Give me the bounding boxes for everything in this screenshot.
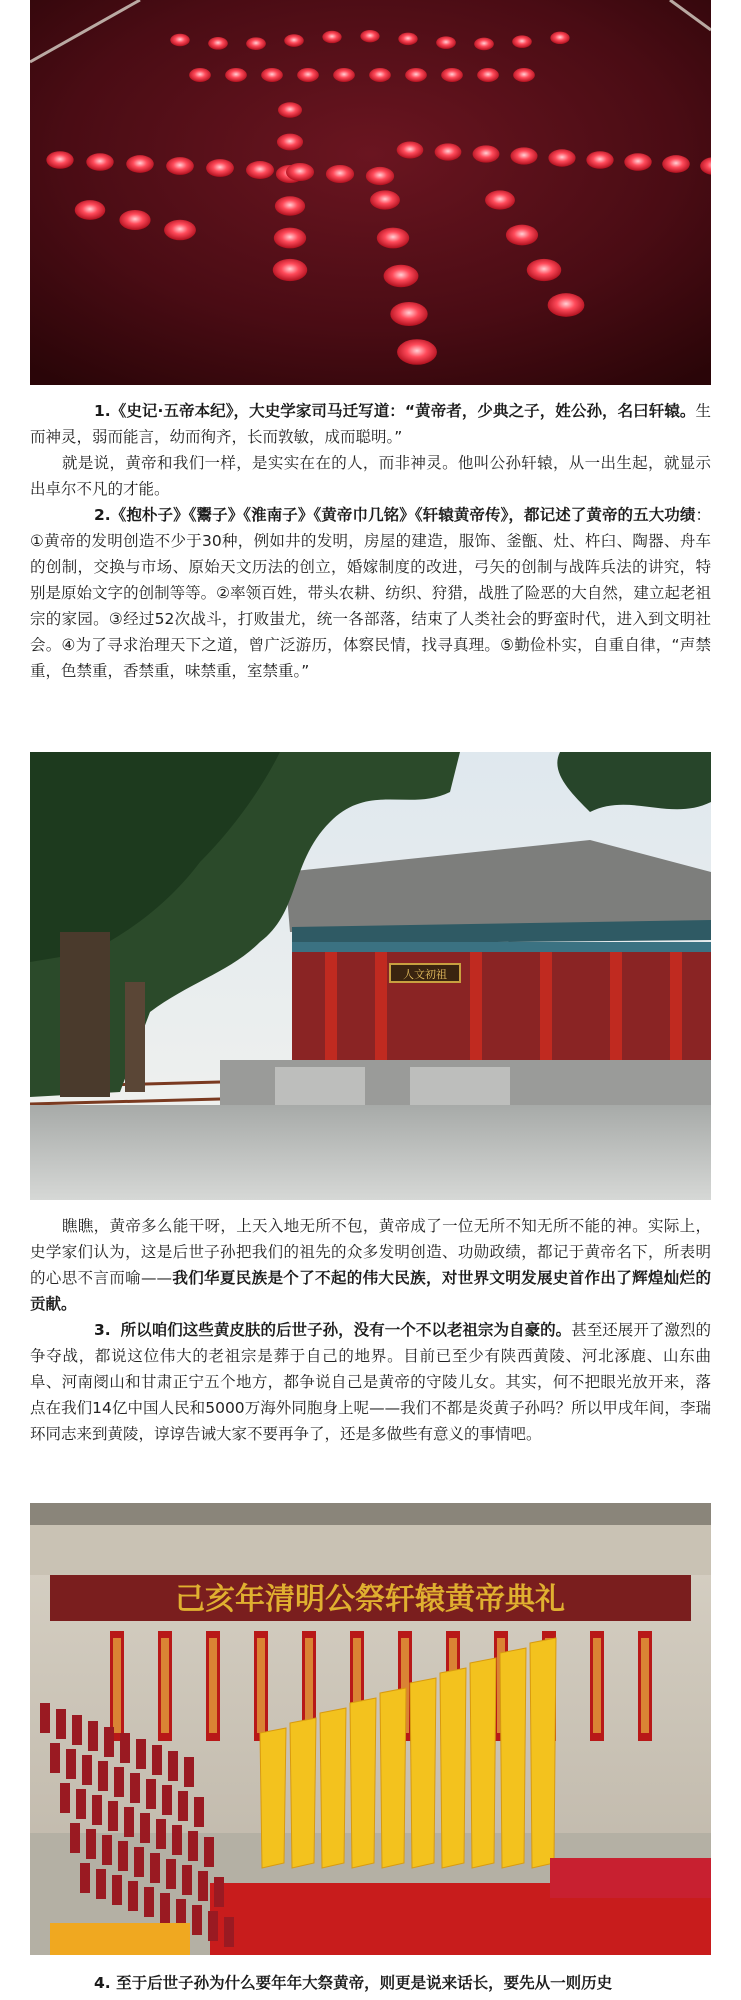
crowd-figure bbox=[120, 1733, 130, 1763]
lotus-candle bbox=[274, 228, 306, 249]
shiji-citation-bold: 1.《史记·五帝本纪》，大史学家司马迁写道：“黄帝者，少典之子，姓公孙，名曰轩辕。 bbox=[94, 402, 696, 420]
paragraph-descendants bbox=[30, 1317, 711, 1447]
paragraph-five-achievements bbox=[30, 502, 711, 684]
lotus-candle bbox=[225, 68, 247, 82]
crowd-figure bbox=[198, 1871, 208, 1901]
lotus-candle bbox=[297, 68, 319, 82]
crowd-figure bbox=[82, 1755, 92, 1785]
crowd-figure bbox=[152, 1745, 162, 1775]
crowd-figure bbox=[188, 1831, 198, 1861]
lotus-candle bbox=[46, 151, 73, 169]
crowd-figure bbox=[134, 1847, 144, 1877]
yellow-flag bbox=[470, 1658, 496, 1868]
lotus-candle bbox=[286, 163, 314, 181]
lotus-candle bbox=[369, 68, 391, 82]
lotus-candle bbox=[512, 35, 532, 48]
crowd-figure bbox=[56, 1709, 66, 1739]
lotus-candle bbox=[360, 30, 379, 42]
crowd-figure bbox=[114, 1767, 124, 1797]
crowd-figure bbox=[144, 1887, 154, 1917]
crowd-figure bbox=[166, 1859, 176, 1889]
lotus-candle bbox=[208, 37, 228, 50]
crowd-figure bbox=[146, 1779, 156, 1809]
temple-hall-photo bbox=[30, 752, 711, 1200]
lotus-candle bbox=[384, 265, 419, 287]
lotus-candle bbox=[548, 293, 585, 317]
lotus-candle bbox=[273, 259, 307, 281]
lotus-candle bbox=[170, 34, 189, 46]
crowd-figure bbox=[66, 1749, 76, 1779]
lotus-candle bbox=[166, 157, 194, 175]
crowd-figure bbox=[80, 1863, 90, 1893]
lotus-candle bbox=[436, 36, 456, 49]
lotus-candle bbox=[513, 68, 535, 82]
crowd-figure bbox=[182, 1865, 192, 1895]
lotus-candle bbox=[246, 37, 266, 50]
paragraph-inventions bbox=[30, 1213, 711, 1317]
crowd-figure bbox=[118, 1841, 128, 1871]
crowd-figure bbox=[112, 1875, 122, 1905]
yellow-flag bbox=[350, 1698, 376, 1868]
lotus-candle bbox=[477, 68, 499, 82]
lotus-candle bbox=[333, 68, 355, 82]
crowd-figure bbox=[124, 1807, 134, 1837]
crowd-figure bbox=[96, 1869, 106, 1899]
crowd-figure bbox=[50, 1743, 60, 1773]
crowd-figure bbox=[224, 1917, 234, 1947]
crowd-figure bbox=[136, 1739, 146, 1769]
lotus-candle bbox=[189, 68, 211, 82]
lotus-candle bbox=[405, 68, 427, 82]
lotus-candle bbox=[275, 196, 305, 215]
descendants-bold: 所以咱们这些黄皮肤的后世子孙，没有一个不以老祖宗为自豪的。 bbox=[120, 1321, 572, 1339]
lotus-candle bbox=[284, 34, 303, 47]
lotus-candle bbox=[485, 190, 515, 209]
crowd-figure bbox=[150, 1853, 160, 1883]
crowd-figure bbox=[130, 1773, 140, 1803]
crowd-figure bbox=[70, 1823, 80, 1853]
crowd-figure bbox=[88, 1721, 98, 1751]
lotus-candle-photo bbox=[30, 0, 711, 385]
crowd-figure bbox=[172, 1825, 182, 1855]
crowd-figure bbox=[108, 1801, 118, 1831]
five-achievements-rest: ：①黄帝的发明创造不少于30种，例如井的发明，房屋的建造，服饰、釜甑、灶、杵臼、陶器、舟车的创制，交换与市场、原始天文历法的创立，婚嫁制度的改进，弓矢的创制与战阵兵法的讲究，特别是原始文字的创制等等。②率领百姓，带头农耕、纺织、狩猎，战胜了险恶的大自然，建立起老祖宗的家园。③经过52次战斗，打败蚩尤，统一各部落，结束了人类社会的野蛮时代，进入到文明社会。④为了寻求治理天下之道，曾广泛游历，体察民情，找寻真理。⑤勤俭朴实，自重自律，“声禁重，色禁重，香禁重，味禁重，室禁重。” bbox=[30, 506, 711, 680]
lotus-candle bbox=[550, 32, 569, 44]
section-1-text bbox=[30, 398, 711, 684]
ceremony-photo bbox=[30, 1503, 711, 1955]
yellow-flag bbox=[320, 1708, 346, 1868]
crowd-figure bbox=[194, 1797, 204, 1827]
crowd-figure bbox=[204, 1837, 214, 1867]
lotus-candle bbox=[397, 141, 424, 158]
crowd-figure bbox=[192, 1905, 202, 1935]
sacrifice-bold: 4. 至于后世子孙为什么要年年大祭黄帝，则更是说来话长，要先从一则历史 bbox=[94, 1974, 613, 1992]
lotus-candle bbox=[322, 31, 341, 43]
lotus-candle bbox=[246, 161, 274, 179]
lotus-candle bbox=[164, 220, 196, 240]
crowd-figure bbox=[72, 1715, 82, 1745]
lotus-candle bbox=[441, 68, 463, 82]
flag-stripe bbox=[113, 1638, 121, 1733]
lotus-candle bbox=[370, 190, 400, 209]
crowd-figure bbox=[128, 1881, 138, 1911]
yellow-flag bbox=[290, 1718, 316, 1868]
lotus-candle bbox=[548, 149, 575, 166]
crowd-figure bbox=[162, 1785, 172, 1815]
lotus-candle bbox=[397, 339, 437, 365]
crowd-figure bbox=[86, 1829, 96, 1859]
lotus-candle bbox=[474, 38, 494, 51]
lotus-candle bbox=[662, 155, 690, 173]
lotus-candle bbox=[277, 134, 303, 151]
lotus-candle bbox=[527, 259, 561, 281]
yellow-flag bbox=[530, 1638, 556, 1868]
section-2-text bbox=[30, 1213, 711, 1447]
crowd-figure bbox=[102, 1835, 112, 1865]
flag-stripe bbox=[593, 1638, 601, 1733]
lotus-candle bbox=[377, 228, 409, 249]
lotus-candle bbox=[506, 225, 538, 246]
inventions-text: 瞧瞧，黄帝多么能干呀，上天入地无所不包，黄帝成了一位无所不知无所不能的神。实际上，史学家们认为，这是后世子孙把我们的祖先的众多发明创造、功勋政绩，都记于黄帝名下，所表明的心思不言而喻—— bbox=[30, 1217, 711, 1287]
lotus-candle bbox=[398, 33, 417, 45]
lotus-candle bbox=[261, 68, 283, 82]
crowd-figure bbox=[214, 1877, 224, 1907]
yellow-flag bbox=[500, 1648, 526, 1868]
shiji-citation-rest: 生而神灵，弱而能言，幼而徇齐，长而敦敏，成而聪明。” bbox=[30, 402, 711, 446]
lotus-candle bbox=[390, 302, 427, 326]
flag-stripe bbox=[209, 1638, 217, 1733]
lotus-candle bbox=[435, 143, 462, 160]
yellow-flag bbox=[260, 1728, 286, 1868]
crowd-figure bbox=[160, 1893, 170, 1923]
crowd-figure bbox=[60, 1783, 70, 1813]
crowd-figure bbox=[140, 1813, 150, 1843]
crowd-figure bbox=[104, 1727, 114, 1757]
lotus-candle bbox=[206, 159, 234, 177]
crowd-figure bbox=[168, 1751, 178, 1781]
lotus-candle bbox=[624, 153, 651, 171]
temple-plaque-text: 人文初祖 bbox=[403, 968, 447, 981]
paragraph-shiji bbox=[30, 398, 711, 450]
lotus-candle bbox=[278, 102, 302, 117]
ceremony-banner-text: 己亥年清明公祭轩辕黄帝典礼 bbox=[175, 1582, 565, 1617]
descendants-rest: 甚至还展开了激烈的争夺战，都说这位伟大的老祖宗是葬于自己的地界。目前已至少有陕西黄陵、河北涿鹿、山东曲阜、河南阌山和甘肃正宁五个地方，都争说自己是黄帝的守陵儿女。其实，何不把眼光放开来，落点在我们14亿中国人民和5000万海外同胞身上呢——我们不都是炎黄子孙吗？所以甲戌年间，李瑞环同志来到黄陵，谆谆告诫大家不要再争了，还是多做些有意义的事情吧。 bbox=[30, 1321, 711, 1443]
yellow-flag bbox=[380, 1688, 406, 1868]
crowd-figure bbox=[92, 1795, 102, 1825]
crowd-figure bbox=[208, 1911, 218, 1941]
crowd-figure bbox=[40, 1703, 50, 1733]
lotus-candle bbox=[366, 167, 394, 185]
crowd-figure bbox=[156, 1819, 166, 1849]
lotus-candle bbox=[586, 151, 613, 169]
section-3-text bbox=[30, 1970, 711, 1996]
lotus-candle bbox=[126, 155, 154, 173]
descendants-number: 3. bbox=[94, 1321, 111, 1339]
five-achievements-bold: 2.《抱朴子》《鬻子》《淮南子》《黄帝巾几铭》《轩辕黄帝传》，都记述了黄帝的五大功绩 bbox=[94, 506, 696, 524]
flag-stripe bbox=[161, 1638, 169, 1733]
yellow-flag bbox=[440, 1668, 466, 1868]
crowd-figure bbox=[76, 1789, 86, 1819]
lotus-candle bbox=[86, 153, 113, 171]
flag-stripe bbox=[257, 1638, 265, 1733]
lotus-candle bbox=[326, 165, 354, 183]
lotus-candle bbox=[75, 200, 106, 220]
crowd-figure bbox=[178, 1791, 188, 1821]
crowd-figure bbox=[98, 1761, 108, 1791]
lotus-candle bbox=[510, 147, 537, 164]
inventions-bold: 我们华夏民族是个了不起的伟大民族，对世界文明发展史首作出了辉煌灿烂的贡献。 bbox=[30, 1269, 711, 1313]
lotus-candle bbox=[473, 145, 500, 162]
paragraph-explanation: 就是说，黄帝和我们一样，是实实在在的人，而非神灵。他叫公孙轩辕，从一出生起，就显示出卓尔不凡的才能。 bbox=[30, 454, 711, 498]
paragraph-sacrifice bbox=[30, 1970, 711, 1996]
flag-stripe bbox=[641, 1638, 649, 1733]
yellow-flag bbox=[410, 1678, 436, 1868]
crowd-figure bbox=[184, 1757, 194, 1787]
lotus-candle bbox=[119, 210, 150, 230]
